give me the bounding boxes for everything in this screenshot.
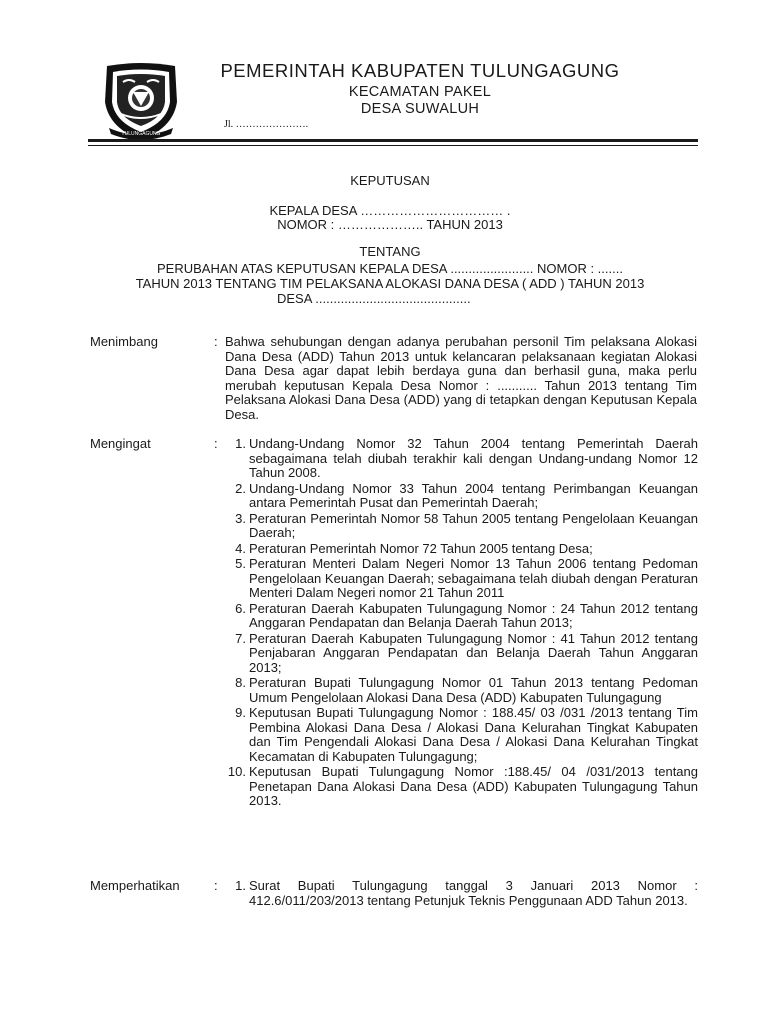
list-item-number: 4. bbox=[235, 540, 246, 556]
letterhead-subdistrict: KECAMATAN PAKEL bbox=[348, 84, 492, 100]
list-item-number: 5. bbox=[235, 556, 246, 571]
section-colon: : bbox=[214, 436, 218, 451]
list-item bbox=[222, 706, 698, 764]
list-item-text: Surat Bupati Tulungagung tanggal 3 Januari 2013 Nomor : 412.6/011/203/2013 tentang Petunjuk Teknis Penggunaan ADD Tahun 2013. bbox=[249, 878, 698, 908]
letterhead-title: PEMERINTAH KABUPATEN TULUNGAGUNG bbox=[220, 60, 620, 81]
list-item-number: 3. bbox=[235, 510, 246, 526]
letterhead-village: DESA SUWALUH bbox=[360, 101, 480, 117]
list-item bbox=[222, 602, 698, 631]
list-item-text: Peraturan Bupati Tulungagung Nomor 01 Tahun 2013 tentang Pedoman Umum Pengelolaan Alokasi Dana Desa (ADD) Kabupaten Tulungagung bbox=[249, 675, 698, 705]
list-item bbox=[222, 512, 698, 541]
decree-subject-line-3: DESA ........................................... bbox=[277, 291, 471, 306]
list-item-number: 9. bbox=[235, 705, 246, 720]
list-item-text: Peraturan Daerah Kabupaten Tulungagung Nomor : 41 Tahun 2012 tentang Penjabaran Anggaran Pendapatan dan Belanja Daerah Tahun Anggaran 2013; bbox=[249, 630, 698, 675]
section-colon: : bbox=[214, 878, 218, 893]
letterhead-rule-thin bbox=[88, 145, 698, 146]
document-type: KEPUTUSAN bbox=[350, 173, 430, 188]
decree-about: TENTANG bbox=[359, 244, 421, 259]
section-label-menimbang: Menimbang bbox=[90, 334, 158, 349]
menimbang-text: Bahwa sehubungan dengan adanya perubahan personil Tim pelaksana Alokasi Dana Desa (ADD) Tahun 2013 untuk kelancaran pelaksanaan kegiatan Alokasi Dana Desa agar dapat lebih berdaya guna dan berhasil guna, maka perlu merubah keputusan Kepala Desa Nomor : ........... Tahun 2013 tentang Tim Pelaksana Alokasi Dana Desa (ADD) yang di tetapkan dengan Keputusan Kepala Desa. bbox=[225, 334, 697, 422]
list-item-text: Peraturan Pemerintah Nomor 58 Tahun 2005 tentang Pengelolaan Keuangan Daerah; bbox=[249, 510, 698, 540]
section-label-mengingat: Mengingat bbox=[90, 436, 151, 451]
list-item-number: 7. bbox=[235, 630, 246, 646]
decree-issuer: KEPALA DESA …………………………… . bbox=[269, 203, 511, 218]
list-item bbox=[222, 676, 698, 705]
list-item bbox=[222, 557, 698, 601]
list-item bbox=[222, 437, 698, 481]
list-item bbox=[222, 482, 698, 511]
list-item-text: Keputusan Bupati Tulungagung Nomor :188.45/ 04 /031/2013 tentang Penetapan Dana Alokasi Dana Desa (ADD) Kabupaten Tulungagung Tahun 2013. bbox=[249, 764, 698, 808]
decree-number: NOMOR : ……………….. TAHUN 2013 bbox=[277, 217, 503, 232]
list-item-number: 1. bbox=[235, 436, 246, 451]
list-item-number: 6. bbox=[235, 600, 246, 616]
list-item bbox=[222, 542, 698, 557]
regency-emblem-icon bbox=[93, 62, 189, 142]
section-label-memperhatikan: Memperhatikan bbox=[90, 878, 180, 893]
list-item bbox=[222, 632, 698, 676]
list-item-text: Peraturan Menteri Dalam Negeri Nomor 13 Tahun 2006 tentang Pedoman Pengelolaan Keuangan Daerah; sebagaimana telah diubah dengan Peraturan Menteri Dalam Negeri nomor 21 Tahun 2011 bbox=[249, 556, 698, 600]
list-item-text: Keputusan Bupati Tulungagung Nomor : 188.45/ 03 /031 /2013 tentang Tim Pembina Alokasi Dana Desa / Alokasi Dana Kelurahan Tingkat Kabupaten dan Tim Pengendali Alokasi Dana Desa / Alokasi Dana Kelurahan Tingkat Kecamatan di Kabupaten Tulungagung; bbox=[249, 705, 698, 764]
list-item-number: 1. bbox=[235, 878, 246, 893]
list-item-number: 10. bbox=[227, 764, 246, 779]
decree-subject-line-1: PERUBAHAN ATAS KEPUTUSAN KEPALA DESA ....................... NOMOR : ....... bbox=[157, 261, 623, 276]
section-colon: : bbox=[214, 334, 218, 349]
list-item bbox=[222, 765, 698, 809]
list-item-text: Peraturan Pemerintah Nomor 72 Tahun 2005 tentang Desa; bbox=[249, 540, 593, 556]
logo-text: TULUNGAGUNG bbox=[121, 131, 161, 137]
list-item-text: Undang-Undang Nomor 33 Tahun 2004 tentang Perimbangan Keuangan antara Pemerintah Pusat dan Pemerintah Daerah; bbox=[249, 480, 698, 510]
letterhead-address: Jl. …………………. bbox=[224, 119, 309, 130]
letterhead-rule-thick bbox=[88, 139, 698, 142]
list-item-number: 2. bbox=[235, 480, 246, 496]
list-item-text: Undang-Undang Nomor 32 Tahun 2004 tentang Pemerintah Daerah sebagaimana telah diubah terakhir kali dengan Undang-undang Nomor 12 Tahun 2008. bbox=[249, 436, 698, 480]
list-item bbox=[222, 879, 698, 908]
decree-subject-line-2: TAHUN 2013 TENTANG TIM PELAKSANA ALOKASI DANA DESA ( ADD ) TAHUN 2013 bbox=[135, 276, 645, 291]
list-item-number: 8. bbox=[235, 675, 246, 690]
list-item-text: Peraturan Daerah Kabupaten Tulungagung Nomor : 24 Tahun 2012 tentang Anggaran Pendapatan dan Belanja Daerah Tahun 2013; bbox=[249, 600, 698, 630]
mengingat-list bbox=[222, 437, 698, 810]
memperhatikan-list bbox=[222, 879, 698, 909]
